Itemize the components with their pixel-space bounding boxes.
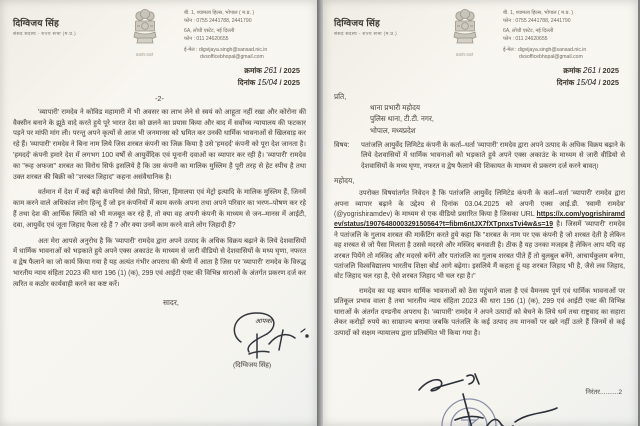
signature-word: आपका — [255, 317, 273, 325]
ref-number-line — [13, 65, 300, 77]
recipient-address — [370, 102, 625, 136]
ref-number-handwritten: 261 — [583, 66, 597, 75]
paragraph-1-text: उपरोक्त विषयांतर्गत निवेदन है कि पतांजलि आयुर्वेद लिमिटेड कंपनी के कर्ता–धर्ता 'व्यापारी' रामदेव द्वारा अपना व्यापार बढ़ाने के उद्देश्य से दिनांक 03.04.2025 को अपनी एक्स आई.डी. 'स्वामी रामदेव' (@yogrishiramdev) के माध्यम से एक वीडियो प्रसारित किया है जिसका URL — [334, 190, 625, 219]
letter-page-2 — [0, 0, 317, 426]
emblem-block — [440, 6, 490, 62]
letterhead-address — [503, 6, 625, 62]
letterhead — [13, 6, 306, 62]
phone-bhopal: फोन : 0755 2441788, 2441790 — [184, 17, 252, 24]
ashoka-emblem-icon — [452, 34, 478, 51]
date-suffix: / 2025 — [596, 78, 619, 88]
salutation: महोदय, — [334, 176, 355, 186]
page-number: -2- — [154, 93, 165, 103]
tweet-url: https://x.com/yogrishiramdev/status/1907648000329150564?t=fibm6ntJX7fXTpnxsTvi4w&s=19 — [334, 211, 625, 229]
address-bhopal: बी. 1, श्यामला हिल्स, भोपाल ( म.प्र. ) — [503, 10, 574, 16]
email-gmail: dvsofficebhopal@gmail.com — [200, 54, 264, 61]
phone-delhi: फोन : 011 24620655 — [503, 35, 548, 42]
paragraph-2: रामदेव का यह बयान धार्मिक भावनाओं को ठेस पहुंचाने वाला है एवं वैमनस्य पूर्ण एवं धार्मिक भावनाओं पर प्रतिकूल प्रभाव वाला है तथा भारतीय न्याय संहिता 2023 की धारा 196 (1) (क), 299 एवं आईटी एक्ट की विभिन्न धाराओं के अंतर्गत दण्डनीय अपराध है। 'व्यापारी' रामदेव ने अपने उत्पादों को बेचने के लिये धर्म तथा राष्ट्रवाद का सहारा लेकर करोड़ों रुपये का साम्राज्य बनाया जबकि पतंजलि के कई उत्पाद तय मानकों पर खरे नहीं उतरे हैं जिनमें से कई उत्पादों को सक्षम न्यायालय द्वारा प्रतिबंधित भी किया गया है। — [334, 287, 625, 337]
sender-name: दिग्विजय सिंह — [13, 18, 59, 28]
ref-date-block — [334, 65, 619, 90]
ref-number-line — [334, 65, 619, 77]
ref-suffix: / 2025 — [279, 66, 300, 75]
address-bhopal: बी. 1, श्यामला हिल्स, भोपाल ( म.प्र. ) — [184, 10, 255, 16]
stamp-signature-block — [411, 368, 561, 426]
subject-text: पतांजलि आयुर्वेद लिमिटेड कंपनी के कर्ता–धर्ता 'व्यापारी' रामदेव द्वारा अपने उत्पाद के अधिक विक्रय बढ़ाने के लिये देशवासियों में धार्मिक भावनाओं को भड़काते हुये अपने एक्स अकाउंट के माध्यम से जारी वीडियो से देशवासियों के मध्य घृणा, नफरत व द्वेष फैलाने की शिकायत के माध्यम से प्रकरण दर्ज करने बावत्। — [361, 142, 625, 170]
signature-block — [221, 308, 317, 372]
date-line — [334, 77, 619, 89]
email-sansad: digvijaya.singh@sansad.nic.in — [517, 46, 587, 53]
sender-name: दिग्विजय सिंह — [334, 18, 380, 28]
continued-note: निरंतर..........2 — [585, 389, 622, 396]
closing-salutation: सादर, — [163, 297, 179, 307]
ref-label: क्रमांक — [244, 66, 262, 75]
paragraph-1: 'व्यापारी' रामदेव ने कोविड महामारी में भी अवसर का लाभ लेने से स्वयं को आहूता नहीं रखा और कोरोना की वैक्सीन बनाने के झूठे वादे करते हुये पूरे भारत देश को छलने का प्रयास किया और बाद में सर्वोच्च न्यायालय की फटकार पड़ने पर मांफी मांग ली। परन्तु अपने कृत्यों से आज भी जनमानस को भ्रमित कर उनकी धार्मिक भावनाओं से खिलवाड़ कर रहे हैं। 'व्यापारी' रामदेव ने बिना नाम लिये जिस शरबत कंपनी का जिक्र किया है उसे 'हमदर्द' कंपनी को पूरा देश जानता है। 'हमदर्द' कंपनी हमारे देश में लगभग 100 वर्षों से आयुर्वेदिक एवं यूनानी दवाओं का व्यापार कर रही है। 'व्यापारी' रामदेव का "रूह अफजा" शरबत का विरोध सिर्फ इसलिये है कि उस कंपनी का मालिक मुस्लिम है पूरी तरह से हेट स्पीच है तथा उक्त शरबत की बिक्री को "शरबत जिहाद" कहना असंवैधानिक है। — [13, 108, 306, 181]
phone-bhopal: फोन : 0755 2441788, 2441790 — [503, 17, 571, 24]
date-label: दिनांक — [237, 78, 256, 88]
signer-name: (दिग्विजय सिंह) — [233, 361, 272, 369]
paragraph-2: वर्तमान में देश में कई बड़ी कंपनियां जैसे विप्रो, सिप्ला, हिमालया एवं मेट्रो इत्यादि के मालिक मुस्लिम हैं, जिनमें काम करने वाले अधिकांश लोग हिन्दू हैं जो इन कंपनियों में काम करके अपना तथा अपने परिवार का भरण–पोषण कर रहे हैं तथा देश की आर्थिक स्थिति को भी मजबूत कर रहे हैं, तो क्या वह अपनी कंपनी के माध्यम से जन–मानस में आईटी, दवा, आयुर्वेद एवं जूता जिहाद फैला रहे हैं ? और क्या उनमें काम करने वाले लोग जिहादी हैं? — [13, 189, 306, 229]
ref-label: क्रमांक — [563, 66, 581, 75]
date-handwritten: 15/04 — [257, 78, 278, 88]
ref-number-handwritten: 261 — [264, 66, 278, 75]
letterhead-sender — [13, 6, 105, 62]
recipient-line: भोपाल, मध्यप्रदेश — [370, 125, 416, 135]
subject-block — [334, 141, 625, 172]
email-gmail: dvsofficebhopal@gmail.com — [519, 54, 583, 61]
ref-date-block — [13, 65, 300, 90]
address-delhi: 6A, लोधी एस्टेट, नई दिल्ली — [503, 28, 554, 35]
ref-suffix: / 2025 — [598, 66, 619, 75]
letterhead-sender — [334, 6, 426, 62]
subject-label: विषय: — [334, 142, 350, 149]
emblem-caption: सत्यमेव जयते — [135, 53, 154, 57]
phone-delhi: फोन : 011 24620655 — [184, 35, 229, 42]
letter-page-1 — [323, 0, 640, 426]
recipient-line: पुलिस थाना, टी.टी. नगर, — [370, 114, 434, 124]
date-label: दिनांक — [556, 78, 575, 88]
recipient-line: थाना प्रभारी महोदय — [370, 102, 421, 112]
letterhead — [334, 6, 625, 62]
recipient-label: प्रति, — [334, 91, 347, 101]
date-line — [13, 77, 300, 89]
ashoka-emblem-icon — [132, 34, 158, 51]
letterhead-address — [184, 6, 306, 62]
sender-title: संसद सदस्य - राज्य सभा (म.प्र.) — [334, 31, 398, 36]
email-sansad: digvijaya.singh@sansad.nic.in — [198, 46, 268, 53]
email-label: ई-मेल : — [503, 46, 517, 53]
email-label: ई-मेल : — [184, 46, 198, 53]
emblem-caption: सत्यमेव जयते — [455, 53, 474, 57]
date-handwritten: 15/04 — [576, 78, 597, 88]
sender-title: संसद सदस्य - राज्य सभा (म.प्र.) — [13, 31, 77, 36]
emblem-block — [120, 6, 170, 62]
address-delhi: 6A, लोधी एस्टेट, नई दिल्ली — [184, 28, 235, 35]
round-stamp-and-signature-icon — [411, 368, 561, 426]
paragraph-3: अतः मेरा आपसे अनुरोध है कि 'व्यापारी' रामदेव द्वारा अपने उत्पाद के अधिक विक्रय बढ़ाने के लिये देशवासियों में धार्मिक भावनाओं को भड़काते हुये अपने एक्स अकाउंट के माध्यम से जारी वीडियो से देशवासियों के मध्य घृणा, नफरत व द्वेष फैलाने का जो कार्य किया गया है यह अत्यंत गंभीर अपराध की श्रेणी में आता है जिस पर 'व्यापारी' रामदेव के विरुद्ध भारतीय न्याय संहिता 2023 की धारा 196 (1) (क), 299 एवं आईटी एक्ट की विभिन्न धाराओं के अंतर्गत प्रकरण दर्ज कर त्वरित व कठोर कार्यवाही करने का कष्ट करें। — [13, 237, 306, 288]
date-suffix: / 2025 — [277, 78, 300, 88]
paragraph-1-quote: है। जिसमें 'व्यापारी' रामदेव ने पतांजलि के गुलाब शरबत की मार्केटिंग करते हुये कहा कि "शरबत के नाम पर एक कंपनी है जो शरबत देती है लेकिन वह शरबत से जो पैसा मिलता है उससे मदरसे और मस्जिद बनवाती है। ठीक है यह उनका मजहब है लेकिन आप यदि वह शरबत पियेंगे तो मस्जिद और मदरसे बनेंगे और पतांजलि का गुलाब शरबत पीते हैं तो बुलबुल बनेंगे, आचार्यकुलम बनेगा, पतांजलि विश्वविद्यालय भारतीय शिक्षा बोर्ड आगे बढ़ेगा। इसलिये मैं कहता हूं यह शरबत जिहाद भी है, जैसे लव जिहाद, वोट जिहाद चल रहा है, ऐसे शरबत जिहाद भी चल रहा है।" — [334, 221, 625, 281]
paragraph-1 — [334, 189, 625, 283]
